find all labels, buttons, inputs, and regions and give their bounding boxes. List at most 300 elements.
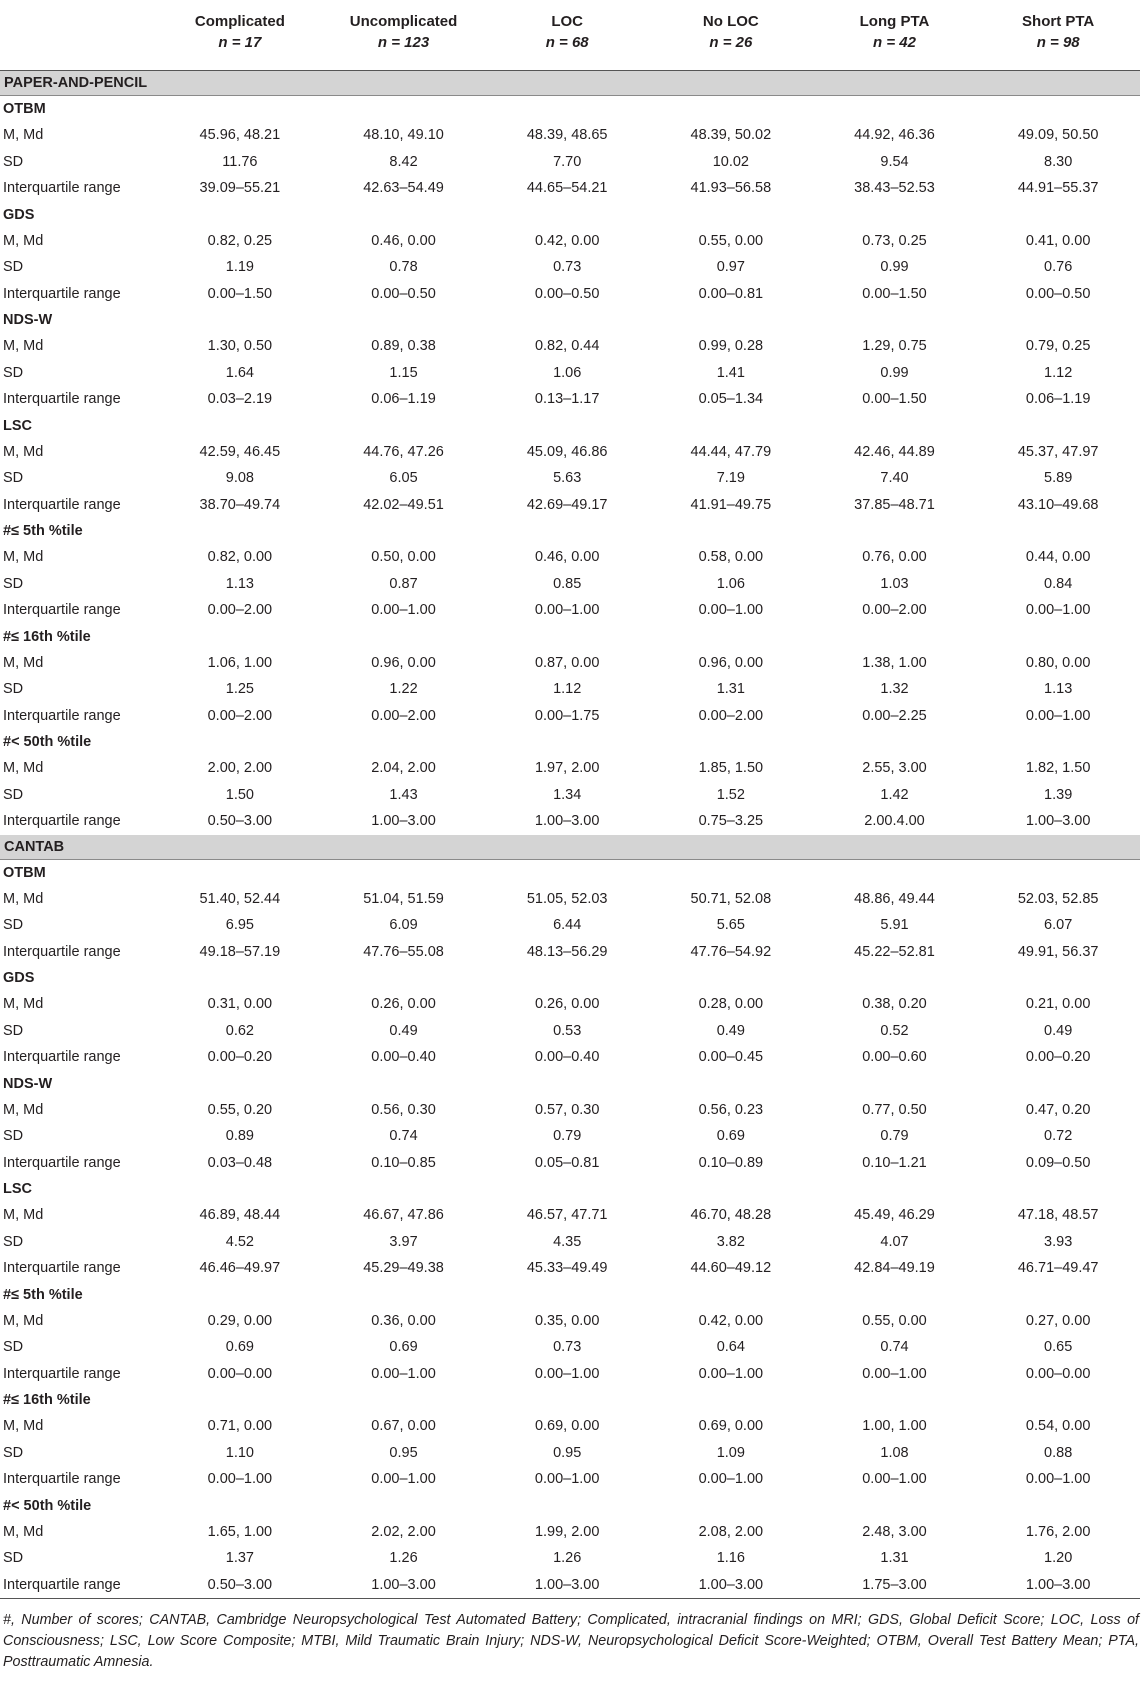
table-row: [0, 1572, 1140, 1599]
table-row: [0, 650, 1140, 677]
row-label: M, Md: [3, 443, 44, 460]
table-header: [0, 0, 1140, 71]
row-label: M, Md: [3, 127, 44, 144]
value-cell: 0.00–1.00: [371, 1365, 436, 1382]
value-cell: 1.30, 0.50: [207, 338, 273, 355]
value-cell: 0.67, 0.00: [371, 1418, 436, 1435]
value-cell: 6.07: [1044, 917, 1073, 934]
value-cell: 1.13: [1044, 681, 1073, 698]
measure-header-row: [0, 624, 1140, 650]
measure-header-row: [0, 729, 1140, 755]
value-cell: 44.76, 47.26: [363, 443, 444, 460]
value-cell: 1.00–3.00: [534, 813, 600, 830]
value-cell: 3.97: [389, 1233, 418, 1250]
value-cell: 0.58, 0.00: [698, 549, 764, 566]
value-cell: 41.93–56.58: [690, 180, 772, 197]
table-row: [0, 1466, 1140, 1493]
row-label: SD: [3, 1128, 24, 1145]
value-cell: 0.05–1.34: [698, 391, 764, 408]
value-cell: 7.70: [553, 153, 582, 170]
value-cell: 0.56, 0.30: [371, 1101, 436, 1118]
value-cell: 0.00–0.50: [371, 285, 436, 302]
table-row: [0, 939, 1140, 966]
value-cell: 11.76: [222, 153, 258, 170]
row-label: Interquartile range: [3, 602, 121, 619]
value-cell: 0.52: [880, 1022, 909, 1039]
value-cell: 0.89: [225, 1128, 254, 1145]
row-label: M, Md: [3, 760, 44, 777]
measure-name: NDS-W: [3, 1075, 53, 1092]
measure-header-row: [0, 307, 1140, 333]
value-cell: 0.55, 0.00: [698, 232, 764, 249]
table-row: [0, 492, 1140, 519]
row-label: SD: [3, 1022, 24, 1039]
value-cell: 0.82, 0.25: [207, 232, 273, 249]
value-cell: 49.09, 50.50: [1017, 127, 1099, 144]
value-cell: 1.75–3.00: [813, 1572, 977, 1599]
value-cell: 0.42, 0.00: [698, 1312, 764, 1329]
table-row: [0, 1018, 1140, 1045]
value-cell: 42.84–49.19: [854, 1260, 935, 1277]
row-label: M, Md: [3, 996, 44, 1013]
value-cell: 0.74: [389, 1128, 418, 1145]
row-label: SD: [3, 259, 24, 276]
value-cell: 0.79: [553, 1128, 582, 1145]
value-cell: 1.26: [553, 1550, 582, 1567]
table-row: [0, 782, 1140, 809]
value-cell: 1.32: [880, 681, 909, 698]
value-cell: 47.76–54.92: [690, 943, 772, 960]
value-cell: 1.25: [225, 681, 254, 698]
measure-header-row: [0, 96, 1140, 123]
value-cell: 1.00–3.00: [322, 1572, 486, 1599]
value-cell: 1.03: [880, 575, 909, 592]
row-label: M, Md: [3, 1312, 44, 1329]
value-cell: 0.00–2.00: [698, 707, 764, 724]
value-cell: 0.10–0.89: [698, 1154, 764, 1171]
value-cell: 1.64: [225, 364, 254, 381]
value-cell: 2.02, 2.00: [371, 1523, 436, 1540]
value-cell: 1.12: [553, 681, 582, 698]
table-row: [0, 439, 1140, 466]
value-cell: 0.42, 0.00: [534, 232, 600, 249]
value-cell: 1.31: [716, 681, 745, 698]
value-cell: 1.82, 1.50: [1025, 760, 1091, 777]
value-cell: 1.00–3.00: [371, 813, 436, 830]
row-label: M, Md: [3, 890, 44, 907]
row-label: Interquartile range: [3, 1260, 121, 1277]
row-label: SD: [3, 786, 24, 803]
value-cell: 4.35: [553, 1233, 582, 1250]
value-cell: 0.00–1.00: [698, 1365, 764, 1382]
value-cell: 0.00–1.00: [698, 1471, 764, 1488]
table-row: [0, 122, 1140, 149]
measure-name: #≤ 16th %tile: [3, 628, 91, 645]
value-cell: 46.71–49.47: [1017, 1260, 1099, 1277]
value-cell: 0.99: [880, 364, 909, 381]
value-cell: 46.70, 48.28: [690, 1207, 772, 1224]
value-cell: 1.22: [389, 681, 418, 698]
value-cell: 1.15: [389, 364, 418, 381]
value-cell: 0.00–0.50: [534, 285, 600, 302]
value-cell: 0.96, 0.00: [698, 654, 764, 671]
value-cell: 0.79, 0.25: [1025, 338, 1091, 355]
value-cell: 0.29, 0.00: [207, 1312, 273, 1329]
table-row: [0, 886, 1140, 913]
table-row: [0, 1334, 1140, 1361]
value-cell: 51.40, 52.44: [199, 890, 281, 907]
value-cell: 1.43: [389, 786, 418, 803]
value-cell: 0.50–3.00: [207, 813, 273, 830]
measure-name: #< 50th %tile: [3, 734, 92, 750]
value-cell: 44.44, 47.79: [690, 443, 772, 460]
value-cell: 1.38, 1.00: [862, 654, 927, 671]
row-label: Interquartile range: [3, 813, 121, 830]
measure-header-row: [0, 413, 1140, 439]
value-cell: 0.00–2.00: [371, 707, 436, 724]
value-cell: 42.46, 44.89: [854, 443, 935, 460]
value-cell: 0.00–1.00: [862, 1471, 927, 1488]
table-row: [0, 386, 1140, 413]
value-cell: 1.20: [1044, 1550, 1073, 1567]
measure-header-row: [0, 518, 1140, 544]
value-cell: 0.38, 0.20: [862, 996, 927, 1013]
value-cell: 0.62: [225, 1022, 254, 1039]
col-header-long-pta: Long PTA n = 42: [813, 0, 977, 71]
value-cell: 1.99, 2.00: [534, 1523, 600, 1540]
value-cell: 49.91, 56.37: [1017, 943, 1099, 960]
measure-name: NDS-W: [3, 312, 53, 328]
value-cell: 45.33–49.49: [526, 1260, 608, 1277]
value-cell: 0.95: [389, 1444, 418, 1461]
measure-header-row: [0, 1493, 1140, 1519]
table-row: [0, 1097, 1140, 1124]
value-cell: 0.77, 0.50: [862, 1101, 927, 1118]
value-cell: 0.73, 0.25: [862, 232, 927, 249]
table-row: [0, 1044, 1140, 1071]
table-row: [0, 175, 1140, 202]
value-cell: 0.89, 0.38: [371, 338, 436, 355]
value-cell: 0.13–1.17: [534, 391, 600, 408]
value-cell: 1.52: [716, 786, 745, 803]
value-cell: 0.00–1.00: [862, 1365, 927, 1382]
value-cell: 48.86, 49.44: [854, 890, 935, 907]
value-cell: 1.06, 1.00: [207, 654, 273, 671]
value-cell: 1.37: [225, 1550, 254, 1567]
value-cell: 0.88: [1044, 1444, 1073, 1461]
table-row: [0, 755, 1140, 782]
value-cell: 1.10: [225, 1444, 254, 1461]
value-cell: 0.21, 0.00: [1025, 996, 1091, 1013]
value-cell: 0.00–1.50: [207, 285, 273, 302]
value-cell: 0.95: [553, 1444, 582, 1461]
value-cell: 1.39: [1044, 786, 1073, 803]
value-cell: 0.00–1.00: [1025, 707, 1091, 724]
table-row: [0, 1361, 1140, 1388]
value-cell: 4.07: [880, 1233, 909, 1250]
value-cell: 44.65–54.21: [526, 180, 608, 197]
value-cell: 1.00–3.00: [1025, 813, 1091, 830]
value-cell: 0.00–0.00: [207, 1365, 273, 1382]
value-cell: 1.12: [1044, 364, 1073, 381]
measure-header-row: [0, 1282, 1140, 1308]
value-cell: 1.19: [225, 259, 254, 276]
value-cell: 51.05, 52.03: [526, 890, 608, 907]
value-cell: 50.71, 52.08: [690, 890, 772, 907]
row-label: Interquartile range: [3, 943, 121, 960]
value-cell: 0.00–1.00: [534, 602, 600, 619]
value-cell: 0.00–1.00: [371, 1471, 436, 1488]
col-header-complicated: Complicated n = 17: [158, 0, 322, 71]
value-cell: 1.08: [880, 1444, 909, 1461]
row-label: SD: [3, 917, 24, 934]
table-row: [0, 465, 1140, 492]
value-cell: 0.97: [716, 259, 745, 276]
value-cell: 44.91–55.37: [1017, 180, 1099, 197]
measure-name: #≤ 5th %tile: [3, 1286, 83, 1303]
value-cell: 0.00–1.00: [371, 602, 436, 619]
measure-name: GDS: [3, 970, 35, 986]
value-cell: 5.63: [553, 470, 582, 487]
measure-header-row: [0, 202, 1140, 228]
table-row: [0, 1545, 1140, 1572]
value-cell: 45.96, 48.21: [199, 127, 281, 144]
value-cell: 0.69: [716, 1128, 745, 1145]
value-cell: 1.50: [225, 786, 254, 803]
value-cell: 39.09–55.21: [199, 180, 281, 197]
value-cell: 6.44: [553, 917, 582, 934]
value-cell: 9.54: [880, 153, 909, 170]
value-cell: 0.00–1.00: [1025, 602, 1091, 619]
value-cell: 42.59, 46.45: [199, 443, 281, 460]
value-cell: 5.89: [1044, 470, 1073, 487]
value-cell: 38.70–49.74: [199, 496, 281, 513]
value-cell: 1.00, 1.00: [862, 1418, 927, 1435]
value-cell: 1.65, 1.00: [207, 1523, 273, 1540]
value-cell: 6.05: [389, 470, 418, 487]
value-cell: 0.69: [225, 1339, 254, 1356]
value-cell: 0.49: [1044, 1022, 1073, 1039]
row-label: Interquartile range: [3, 1154, 121, 1171]
value-cell: 2.55, 3.00: [862, 760, 927, 777]
table-row: [0, 333, 1140, 360]
value-cell: 0.69: [389, 1339, 418, 1356]
col-header-no-loc: No LOC n = 26: [649, 0, 813, 71]
value-cell: 0.26, 0.00: [371, 996, 436, 1013]
value-cell: 1.85, 1.50: [698, 760, 764, 777]
value-cell: 0.00–0.40: [534, 1049, 600, 1066]
value-cell: 0.26, 0.00: [534, 996, 600, 1013]
row-label: SD: [3, 1233, 24, 1250]
value-cell: 6.09: [389, 917, 418, 934]
col-header-loc: LOC n = 68: [485, 0, 649, 71]
row-label: SD: [3, 1444, 24, 1461]
value-cell: 1.97, 2.00: [534, 760, 600, 777]
value-cell: 0.00–0.60: [862, 1049, 927, 1066]
value-cell: 2.00.4.00: [864, 813, 925, 830]
table-row: [0, 1519, 1140, 1546]
table-row: [0, 1413, 1140, 1440]
value-cell: 0.36, 0.00: [371, 1312, 436, 1329]
measure-name: OTBM: [3, 864, 46, 881]
value-cell: 0.46, 0.00: [371, 232, 436, 249]
row-label: M, Md: [3, 1207, 44, 1224]
value-cell: 8.42: [389, 153, 418, 170]
value-cell: 44.60–49.12: [690, 1260, 772, 1277]
value-cell: 37.85–48.71: [854, 496, 935, 513]
table-row: [0, 281, 1140, 308]
measure-name: OTBM: [3, 101, 46, 117]
value-cell: 1.16: [716, 1550, 745, 1567]
row-label: SD: [3, 681, 24, 698]
value-cell: 0.99, 0.28: [698, 338, 764, 355]
value-cell: 0.99: [880, 259, 909, 276]
row-label: Interquartile range: [0, 1572, 158, 1599]
value-cell: 10.02: [712, 153, 749, 170]
value-cell: 0.54, 0.00: [1025, 1418, 1091, 1435]
row-label: SD: [3, 575, 24, 592]
value-cell: 0.46, 0.00: [534, 549, 600, 566]
col-header-uncomplicated: Uncomplicated n = 123: [322, 0, 486, 71]
value-cell: 1.09: [716, 1444, 745, 1461]
value-cell: 48.10, 49.10: [363, 127, 444, 144]
value-cell: 47.18, 48.57: [1017, 1207, 1099, 1224]
value-cell: 0.49: [389, 1022, 418, 1039]
value-cell: 1.41: [716, 364, 745, 381]
value-cell: 0.10–1.21: [862, 1154, 927, 1171]
value-cell: 0.31, 0.00: [207, 996, 273, 1013]
section-title: PAPER-AND-PENCIL: [0, 71, 1140, 96]
value-cell: 6.95: [225, 917, 254, 934]
value-cell: 0.71, 0.00: [207, 1418, 273, 1435]
value-cell: 45.22–52.81: [854, 943, 935, 960]
row-label: SD: [3, 1550, 24, 1567]
value-cell: 0.73: [553, 1339, 582, 1356]
value-cell: 0.49: [716, 1022, 745, 1039]
table-row: [0, 808, 1140, 835]
value-cell: 0.50, 0.00: [371, 549, 436, 566]
value-cell: 42.02–49.51: [363, 496, 444, 513]
value-cell: 7.19: [716, 470, 745, 487]
table-row: [0, 1150, 1140, 1177]
value-cell: 1.29, 0.75: [862, 338, 927, 355]
measure-header-row: [0, 965, 1140, 991]
value-cell: 48.39, 48.65: [526, 127, 608, 144]
value-cell: 0.00–0.00: [1025, 1365, 1091, 1382]
table-row: [0, 703, 1140, 730]
measure-name: GDS: [3, 206, 35, 223]
value-cell: 1.00–3.00: [976, 1572, 1140, 1599]
value-cell: 0.69, 0.00: [534, 1418, 600, 1435]
value-cell: 0.00–2.00: [862, 602, 927, 619]
value-cell: 0.10–0.85: [371, 1154, 436, 1171]
value-cell: 0.00–1.50: [862, 391, 927, 408]
measure-name: LSC: [3, 1181, 32, 1197]
value-cell: 0.03–2.19: [207, 391, 273, 408]
table-row: [0, 1229, 1140, 1256]
value-cell: 1.34: [553, 786, 582, 803]
value-cell: 0.00–2.00: [207, 707, 273, 724]
value-cell: 0.50–3.00: [158, 1572, 322, 1599]
value-cell: 0.76: [1044, 259, 1073, 276]
value-cell: 0.09–0.50: [1025, 1154, 1091, 1171]
value-cell: 0.64: [716, 1339, 745, 1356]
measure-name: #< 50th %tile: [3, 1497, 92, 1514]
value-cell: 0.00–2.25: [862, 707, 927, 724]
value-cell: 1.76, 2.00: [1025, 1523, 1091, 1540]
value-cell: 0.76, 0.00: [862, 549, 927, 566]
value-cell: 0.74: [880, 1339, 909, 1356]
value-cell: 2.08, 2.00: [698, 1523, 764, 1540]
value-cell: 45.37, 47.97: [1017, 443, 1099, 460]
table-row: [0, 676, 1140, 703]
measure-header-row: [0, 859, 1140, 886]
row-label: Interquartile range: [3, 180, 121, 197]
value-cell: 0.85: [553, 575, 582, 592]
value-cell: 0.41, 0.00: [1025, 232, 1091, 249]
value-cell: 0.87, 0.00: [534, 654, 600, 671]
value-cell: 8.30: [1044, 153, 1073, 170]
row-label: SD: [3, 153, 24, 170]
value-cell: 5.91: [880, 917, 909, 934]
row-label: Interquartile range: [3, 1471, 121, 1488]
value-cell: 43.10–49.68: [1017, 496, 1099, 513]
value-cell: 7.40: [880, 470, 909, 487]
measure-name: #≤ 5th %tile: [3, 523, 83, 539]
value-cell: 0.06–1.19: [1025, 391, 1091, 408]
table-footnote: #, Number of scores; CANTAB, Cambridge Neuropsychological Test Automated Battery; Complicated, intracranial findings on MRI; GDS, Global Deficit Score; LOC, Loss of Consciousness; LSC, Low Score Composite; MTBI, Mild Traumatic Brain Injury; NDS-W, Neuropsychological Deficit Score-Weighted; OTBM, Overall Test Battery Mean; PTA, Posttraumatic Amnesia.: [3, 1612, 1139, 1670]
value-cell: 0.75–3.25: [698, 813, 764, 830]
value-cell: 0.84: [1044, 575, 1073, 592]
value-cell: 1.13: [225, 575, 254, 592]
value-cell: 0.47, 0.20: [1025, 1101, 1091, 1118]
value-cell: 2.48, 3.00: [862, 1523, 927, 1540]
value-cell: 0.44, 0.00: [1025, 549, 1091, 566]
value-cell: 0.00–2.00: [207, 602, 273, 619]
value-cell: 42.69–49.17: [526, 496, 608, 513]
value-cell: 0.79: [880, 1128, 909, 1145]
measure-header-row: [0, 1071, 1140, 1097]
value-cell: 51.04, 51.59: [363, 890, 444, 907]
value-cell: 0.35, 0.00: [534, 1312, 600, 1329]
row-label: M, Md: [3, 1418, 44, 1435]
table-row: [0, 360, 1140, 387]
value-cell: 0.56, 0.23: [698, 1101, 764, 1118]
measure-header-row: [0, 1176, 1140, 1202]
value-cell: 0.00–1.00: [534, 1365, 600, 1382]
row-label: Interquartile range: [3, 496, 121, 513]
value-cell: 45.29–49.38: [363, 1260, 444, 1277]
value-cell: 0.57, 0.30: [534, 1101, 600, 1118]
value-cell: 45.49, 46.29: [854, 1207, 935, 1224]
value-cell: 0.00–0.20: [207, 1049, 273, 1066]
table-row: [0, 1255, 1140, 1282]
value-cell: 0.28, 0.00: [698, 996, 764, 1013]
value-cell: 3.93: [1044, 1233, 1073, 1250]
value-cell: 2.04, 2.00: [371, 760, 436, 777]
value-cell: 0.27, 0.00: [1025, 1312, 1091, 1329]
value-cell: 0.87: [389, 575, 418, 592]
value-cell: 4.52: [225, 1233, 254, 1250]
value-cell: 44.92, 46.36: [854, 127, 935, 144]
value-cell: 0.00–0.40: [371, 1049, 436, 1066]
value-cell: 1.26: [389, 1550, 418, 1567]
row-label: M, Md: [3, 1523, 44, 1540]
measure-name: LSC: [3, 417, 32, 434]
measure-header-row: [0, 1387, 1140, 1413]
table-body: [0, 71, 1140, 1599]
value-cell: 0.06–1.19: [371, 391, 436, 408]
